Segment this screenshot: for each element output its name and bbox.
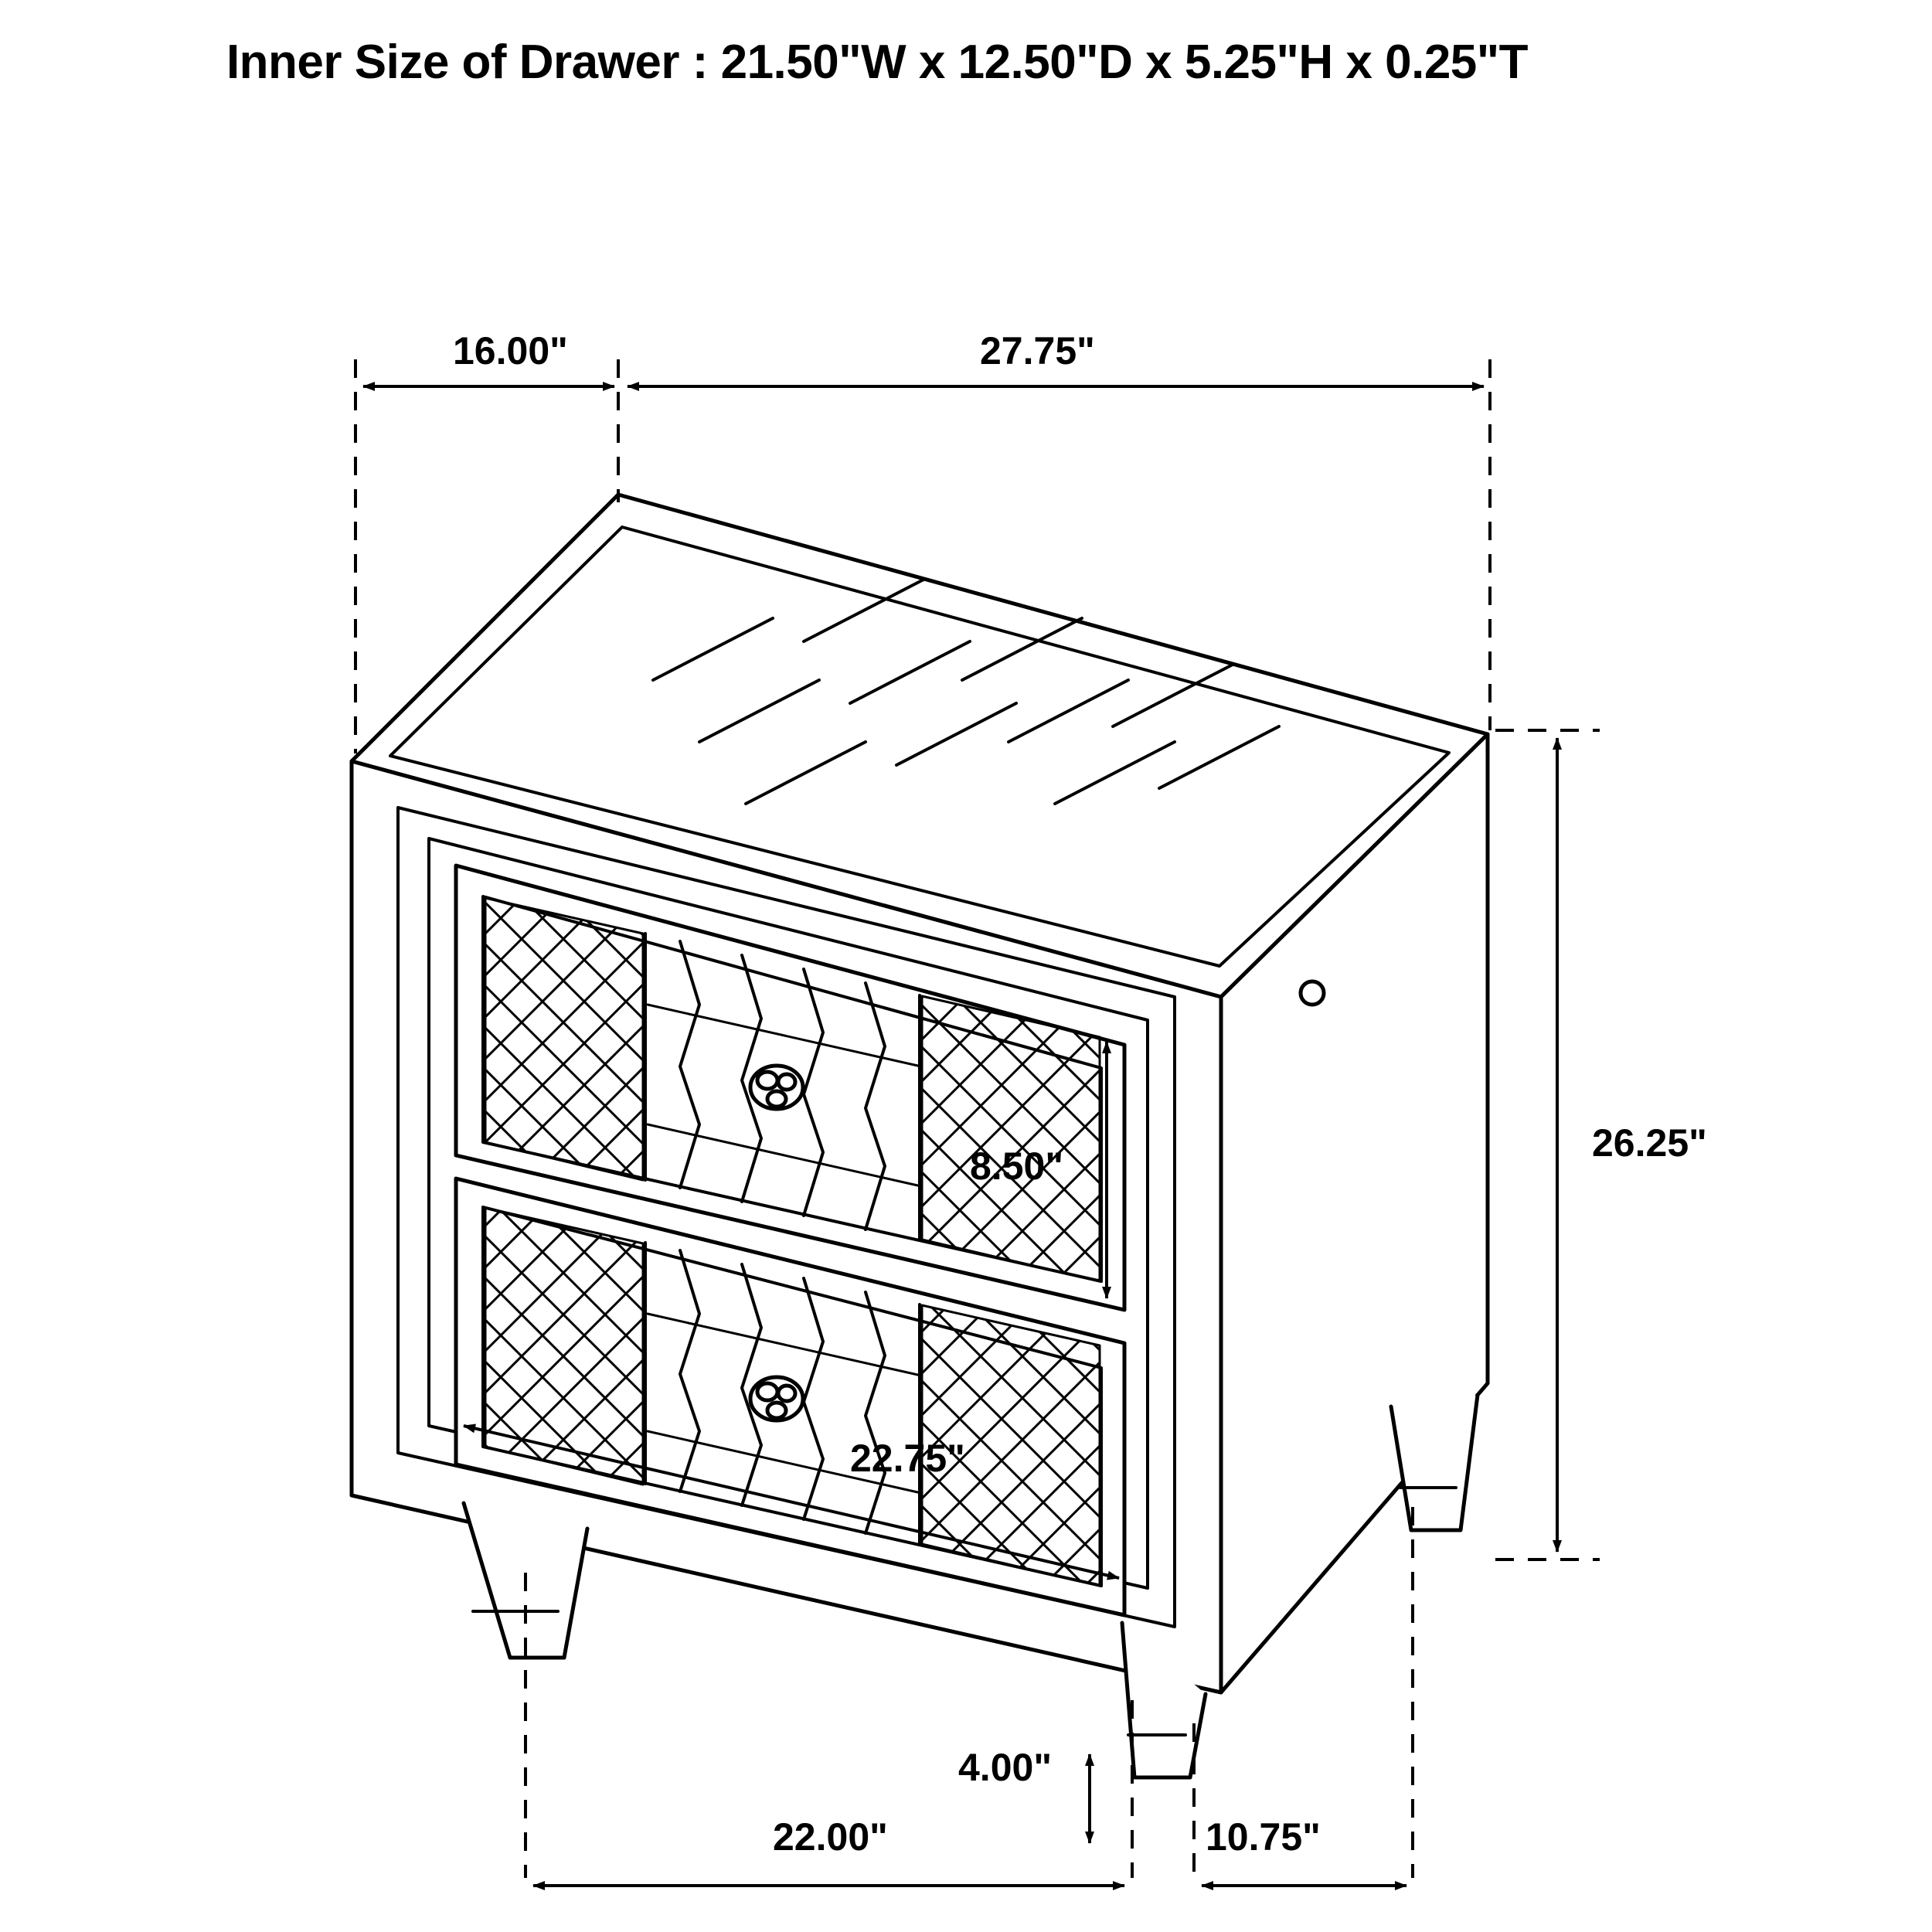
dimension-label-front-width: 22.00" — [773, 1815, 888, 1859]
leg-back-right — [1391, 1395, 1478, 1530]
drawer-knob-lower — [750, 1377, 803, 1420]
drawer-knob-upper — [750, 1066, 803, 1109]
dimension-label-leg-height: 4.00" — [958, 1746, 1053, 1789]
dimension-label-drawer-face-height: 8.50" — [970, 1145, 1064, 1188]
dimension-label-side-depth: 10.75" — [1206, 1815, 1321, 1859]
dimension-label-height-right: 26.25" — [1592, 1121, 1707, 1165]
page-title: Inner Size of Drawer : 21.50"W x 12.50"D x 5.25"H x 0.25"T — [226, 36, 1529, 89]
dimension-label-width-top-right: 27.75" — [980, 329, 1095, 372]
dimension-label-drawer-face-width: 22.75" — [850, 1437, 965, 1480]
cabinet-body — [352, 495, 1488, 1777]
dimension-label-depth-top-left: 16.00" — [453, 329, 568, 372]
